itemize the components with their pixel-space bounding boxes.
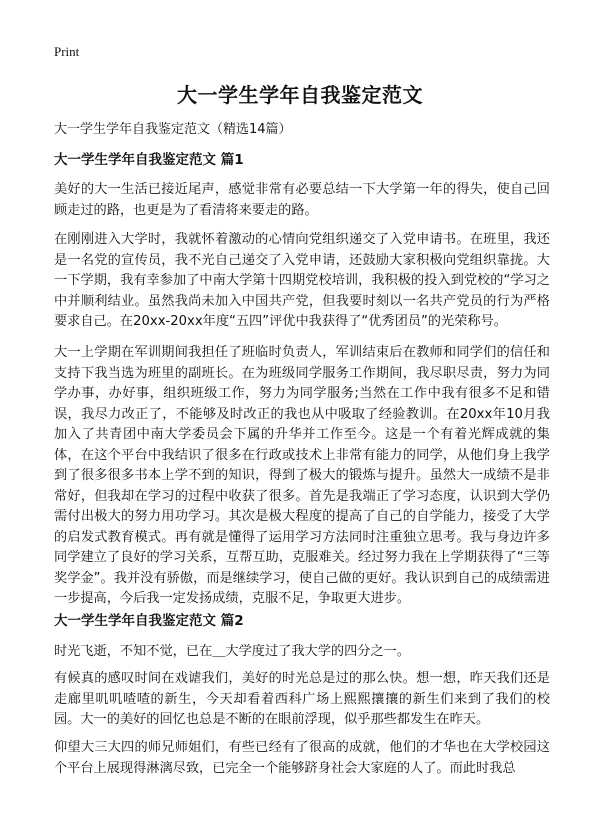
print-link[interactable]: Print <box>54 44 80 59</box>
paragraph: 在刚刚进入大学时，我就怀着激动的心情向党组织递交了入党申请书。在班里，我还是一名党的宣传员，我不光自己递交了入党申请，还鼓励大家积极向党组织靠拢。大一下学期，我有幸参加了中南大学第十四期党校培训，我积极的投入到党校的“学习之中并顺利结业。虽然我尚未加入中国共产党，但我要时刻以一名共产党员的行为严格要求自己。在20xx-20xx年度“五四”评优中我获得了“优秀团员”的光荣称号。 <box>54 232 550 329</box>
paragraph: 仰望大三大四的师兄师姐们，有些已经有了很高的成就，他们的才华也在大学校园这个平台上展现得淋漓尽致，已完全一个能够跻身社会大家庭的人了。而此时我总 <box>54 740 550 776</box>
paragraph: 美好的大一生活已接近尾声，感觉非常有必要总结一下大学第一年的得失，使自己回顾走过的路，也更是为了看清将来要走的路。 <box>54 182 550 218</box>
paragraph: 时光飞逝，不知不觉，已在＿大学度过了我大学的四分之一。 <box>54 644 411 659</box>
paragraph: 有候真的感叹时间在戏谑我们，美好的时光总是过的那么快。想一想，昨天我们还是走廊里叽叽喳喳的新生，今天却看着西科广场上熙熙攘攘的新生们来到了我们的校园。大一的美好的回忆也总是不断的在眼前浮现，似乎那些都发生在昨天。 <box>54 671 550 727</box>
document-subtitle: 大一学生学年自我鉴定范文（精选14篇） <box>54 122 292 137</box>
page-title: 大一学生学年自我鉴定范文 <box>177 83 423 107</box>
paragraph: 大一上学期在军训期间我担任了班临时负责人，军训结束后在教师和同学们的信任和支持下我当选为班里的副班长。在为班级同学服务工作期间，我尽职尽责，努力为同学办事，办好事，组织班级工作，努力为同学服务;当然在工作中我有很多不足和错误，我尽力改正了，不能够及时改正的我也从中吸取了经验教训。在20xx年10月我加入了共青团中南大学委员会下属的升华并工作至今。这是一个有着光辉成就的集体，在这个平台中我结识了很多在行政或技术上非常有能力的同学，从他们身上我学到了很多很多书本上学不到的知识，得到了极大的锻炼与提升。虽然大一成绩不是非常好，但我却在学习的过程中收获了很多。首先是我端正了学习态度，认识到大学仍需付出极大的努力用功学习。其次是极大程度的提高了自己的自学能力，接受了大学的启发式教育模式。再有就是懂得了运用学习方法同时注重独立思考。我与身边许多同学建立了良好的学习关系，互帮互助，克服难关。经过努力我在上学期获得了“三等奖学金”。我并没有骄傲，而是继续学习，使自己做的更好。我认识到自己的成绩需进一步提高，今后我一定发扬成绩，克服不足，争取更大进步。 <box>54 345 550 606</box>
section-heading-2: 大一学生学年自我鉴定范文 篇2 <box>54 613 244 629</box>
section-heading-1: 大一学生学年自我鉴定范文 篇1 <box>54 152 244 168</box>
